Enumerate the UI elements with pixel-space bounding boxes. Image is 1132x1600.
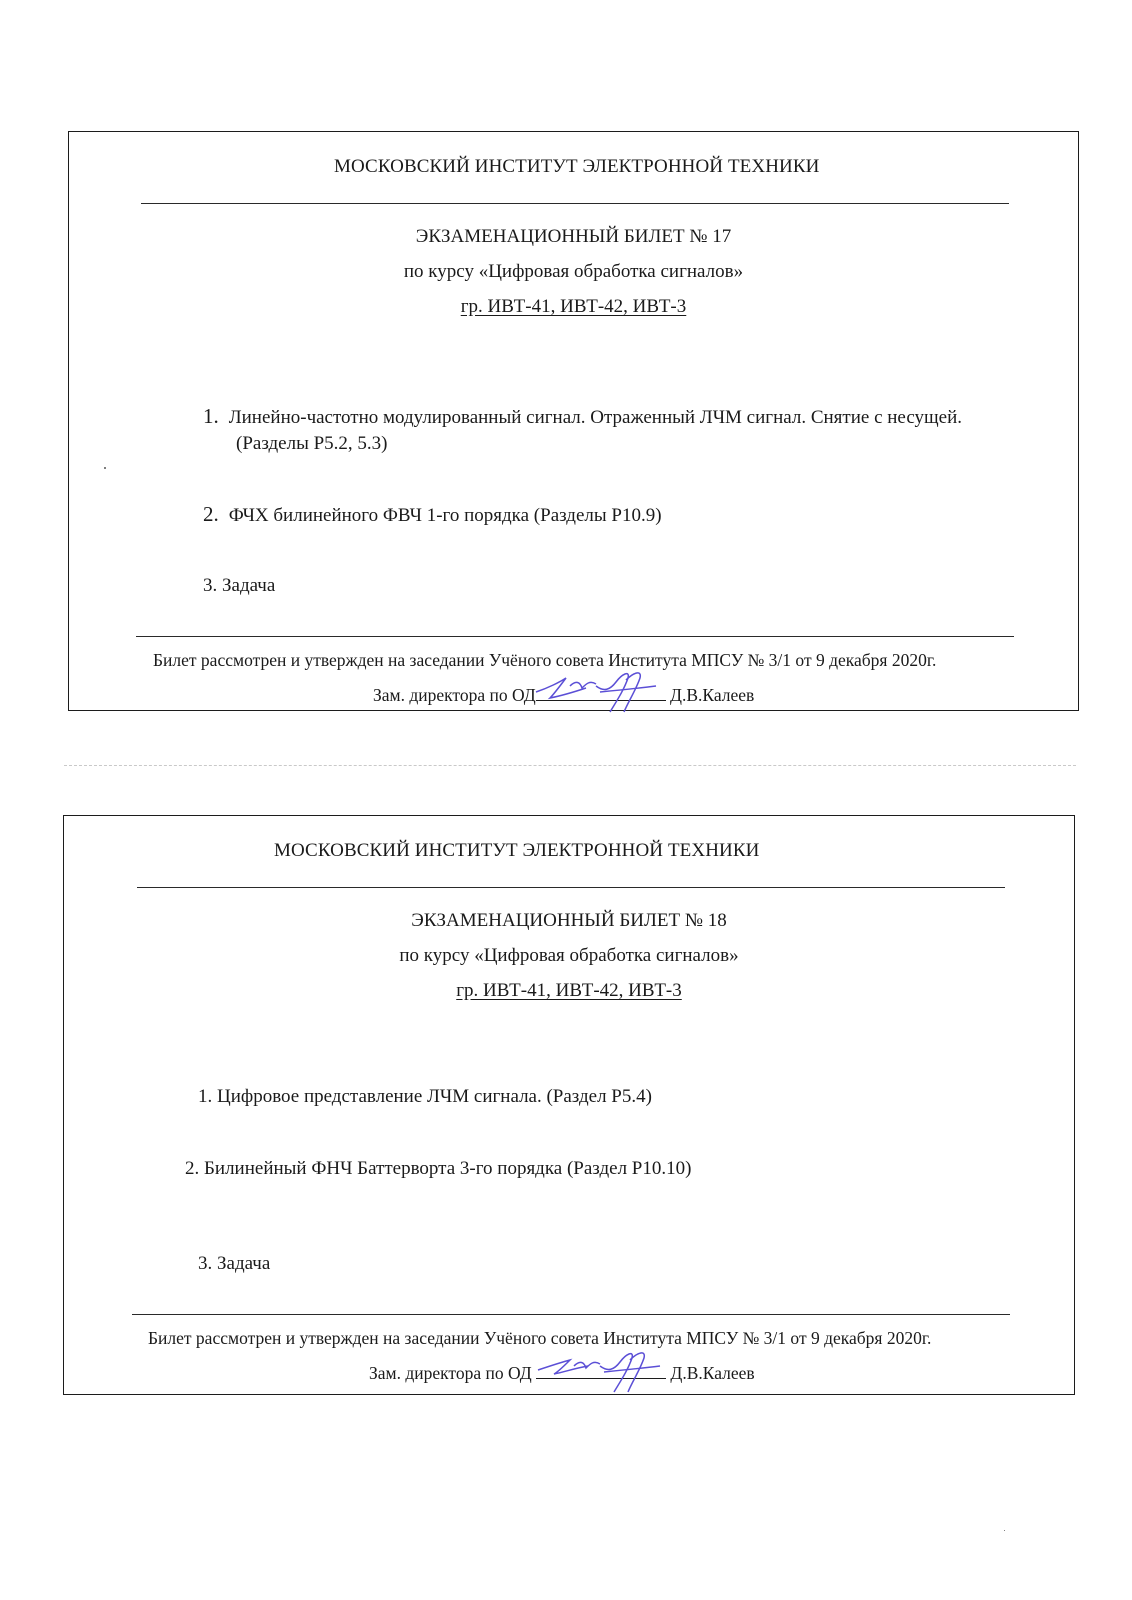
handwritten-signature [530, 1344, 680, 1396]
question-text: ФЧХ билинейного ФВЧ 1-го порядка (Разделы Р10.9) [228, 505, 662, 526]
question-number: 3. [203, 575, 218, 596]
course-line: по курсу «Цифровая обработка сигналов» [403, 261, 744, 282]
signature-prefix: Зам. директора по ОД [373, 685, 536, 705]
question-1 [203, 403, 962, 457]
approval-text: Билет рассмотрен и утвержден на заседании Учёного совета Института МПСУ № 3/1 от 9 декабря 2020г. [153, 650, 937, 670]
question-2: 2. Билинейный ФНЧ Баттерворта 3-го порядка (Раздел Р10.10) [185, 1158, 692, 1179]
footer-divider [136, 636, 1014, 637]
groups-text: гр. ИВТ-41, ИВТ-42, ИВТ-3 [456, 980, 682, 1001]
question-3 [203, 573, 275, 599]
groups-text: гр. ИВТ-41, ИВТ-42, ИВТ-3 [460, 296, 687, 317]
exam-ticket-18 [63, 815, 1075, 1395]
question-text: Задача [222, 575, 276, 596]
question-1: 1. Цифровое представление ЛЧМ сигнала. (Раздел Р5.4) [198, 1086, 652, 1107]
question-text-cont: (Разделы Р5.2, 5.3) [236, 433, 388, 454]
question-3: 3. Задача [198, 1253, 271, 1274]
groups-line [69, 296, 1078, 318]
signature-line [536, 682, 666, 701]
exam-ticket-17 [68, 131, 1079, 711]
handwritten-signature [530, 666, 680, 718]
signer-name: Д.В.Калеев [670, 685, 755, 705]
cut-line [64, 765, 1076, 766]
ticket-title: ЭКЗАМЕНАЦИОННЫЙ БИЛЕТ № 17 [415, 226, 732, 247]
institute-name: МОСКОВСКИЙ ИНСТИТУТ ЭЛЕКТРОННОЙ ТЕХНИКИ [334, 156, 820, 177]
course-line: по курсу «Цифровая обработка сигналов» [399, 945, 739, 966]
footer-divider [132, 1314, 1010, 1315]
question-text: Линейно-частотно модулированный сигнал. Отраженный ЛЧМ сигнал. Снятие с несущей. [228, 407, 962, 428]
question-number: 2. [203, 502, 219, 526]
signature-row [369, 1360, 755, 1384]
header-divider [141, 203, 1009, 204]
signature-prefix: Зам. директора по ОД [369, 1363, 537, 1383]
question-number: 1. [203, 404, 219, 428]
question-2 [203, 501, 662, 529]
ticket-title: ЭКЗАМЕНАЦИОННЫЙ БИЛЕТ № 18 [411, 910, 727, 931]
approval-text: Билет рассмотрен и утвержден на заседании Учёного совета Института МПСУ № 3/1 от 9 декабря 2020г. [148, 1328, 932, 1348]
groups-line [64, 980, 1074, 1002]
scan-speck [104, 467, 106, 469]
header-divider [137, 887, 1005, 888]
signer-name: Д.В.Калеев [670, 1363, 755, 1383]
signature-line [536, 1360, 666, 1379]
scan-speck [1004, 1530, 1005, 1531]
institute-name: МОСКОВСКИЙ ИНСТИТУТ ЭЛЕКТРОННОЙ ТЕХНИКИ [274, 840, 760, 861]
signature-row [373, 682, 754, 706]
